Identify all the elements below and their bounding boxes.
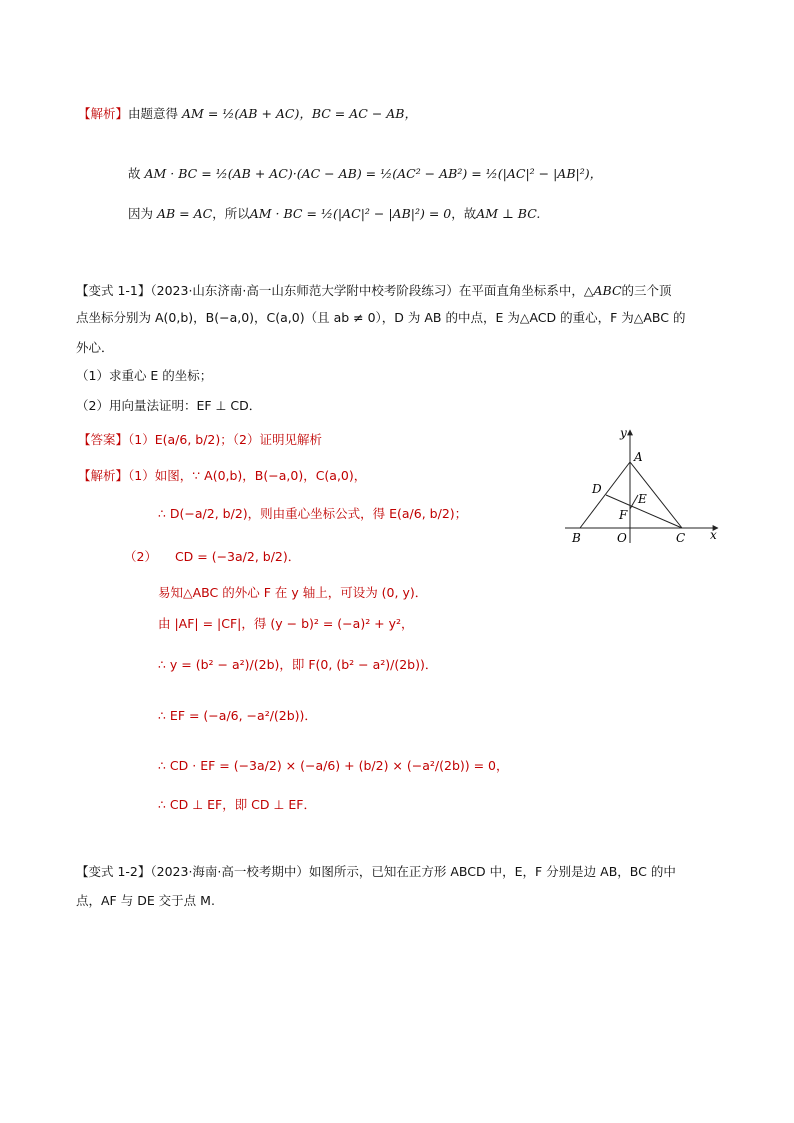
label-A: A [634, 450, 643, 464]
answer-label: 【答案】 [78, 432, 129, 447]
variant11-line1-end: 的三个顶 [621, 283, 672, 298]
analysis1-line3-end: ，故 [451, 206, 477, 221]
analysis1-line1-formula: AM = ½(AB + AC)，BC = AC − AB， [182, 106, 417, 121]
solution-s3-label: （2） [124, 549, 157, 564]
variant11-line3: 外心． [76, 340, 114, 355]
solution-s3-text: CD = (−3a/2, b/2)． [174, 549, 301, 564]
triangle-figure [560, 425, 730, 545]
analysis1-line3-formula-b: AM · BC = ½(|AC|² − |AB|²) = 0 [249, 206, 452, 221]
solution-label: 【解析】 [78, 468, 129, 483]
analysis-label: 【解析】 [78, 106, 129, 121]
variant11-q2: （2）用向量法证明：EF ⊥ CD． [76, 398, 262, 413]
variant11-label: 【变式 1-1】 [76, 283, 151, 298]
variant12-line1: 如图所示，已知在正方形 ABCD 中，E，F 分别是边 AB，BC 的中 [308, 864, 676, 879]
variant12-label: 【变式 1-2】 [76, 864, 151, 879]
solution11-s7: ∴ EF = (−a/6, −a²/(2b))． [158, 708, 317, 723]
answer-text: （1）E(a/6, b/2)；（2）证明见解析 [128, 432, 322, 447]
solution11-s9: ∴ CD ⊥ EF，即 CD ⊥ EF． [158, 797, 316, 812]
variant12-line1 [76, 862, 676, 882]
analysis1-line1 [78, 104, 417, 124]
solution11-s8: ∴ CD · EF = (−3a/2) × (−a/6) + (b/2) × (−a²/(2b)) = 0， [158, 758, 509, 773]
analysis1-line3-formula-a: AB = AC [157, 206, 213, 221]
variant11-line2: 点坐标分别为 A(0,b)，B(−a,0)，C(a,0)（且 ab ≠ 0），D 为 AB 的中点，E 为△ACD 的重心，F 为△ABC 的 [76, 310, 686, 325]
analysis1-line2 [128, 164, 602, 184]
label-D: D [592, 482, 602, 496]
variant11-q1: （1）求重心 E 的坐标； [76, 368, 213, 383]
analysis1-line2-formula: AM · BC = ½(AB + AC)·(AC − AB) = ½(AC² − AB²) = ½(|AC|² − |AB|²)， [144, 166, 603, 181]
variant11-line1-tail: 在平面直角坐标系中， [458, 283, 584, 298]
variant11-source: （2023·山东济南·高一山东师范大学附中校考阶段练习） [150, 283, 459, 298]
variant11-line1 [76, 281, 672, 301]
label-C: C [676, 531, 686, 545]
solution11-s6: ∴ y = (b² − a²)/(2b)，即 F(0, (b² − a²)/(2b))． [158, 657, 438, 672]
label-F: F [619, 508, 628, 522]
solution11-s5: 由 |AF| = |CF|，得 (y − b)² = (−a)² + y²， [158, 616, 414, 631]
variant11-line1-formula: △ABC [583, 283, 622, 298]
label-E: E [638, 492, 647, 506]
label-x: x [710, 528, 717, 542]
solution11-s4: 易知△ABC 的外心 F 在 y 轴上，可设为 (0, y)． [158, 585, 428, 600]
label-B: B [572, 531, 581, 545]
label-y: y [620, 426, 627, 440]
analysis1-line3-formula-c: AM ⊥ BC. [476, 206, 541, 221]
answer11-line [78, 430, 322, 450]
solution11-s2: ∴ D(−a/2, b/2)，则由重心坐标公式，得 E(a/6, b/2)； [158, 506, 468, 521]
analysis1-line3-mid: ，所以 [212, 206, 250, 221]
solution11-s3 [124, 547, 300, 567]
label-O: O [617, 531, 627, 545]
analysis1-line3 [128, 204, 540, 224]
solution11-s1 [78, 466, 366, 486]
analysis1-line3-text: 因为 [128, 206, 154, 221]
analysis1-line2-text: 故 [128, 166, 141, 181]
variant12-source: （2023·海南·高一校考期中） [150, 864, 309, 879]
solution-s1: （1）如图，∵ A(0,b)，B(−a,0)，C(a,0)， [128, 468, 367, 483]
variant12-line2: 点，AF 与 DE 交于点 M. [76, 893, 215, 908]
analysis1-line1-text: 由题意得 [128, 106, 179, 121]
